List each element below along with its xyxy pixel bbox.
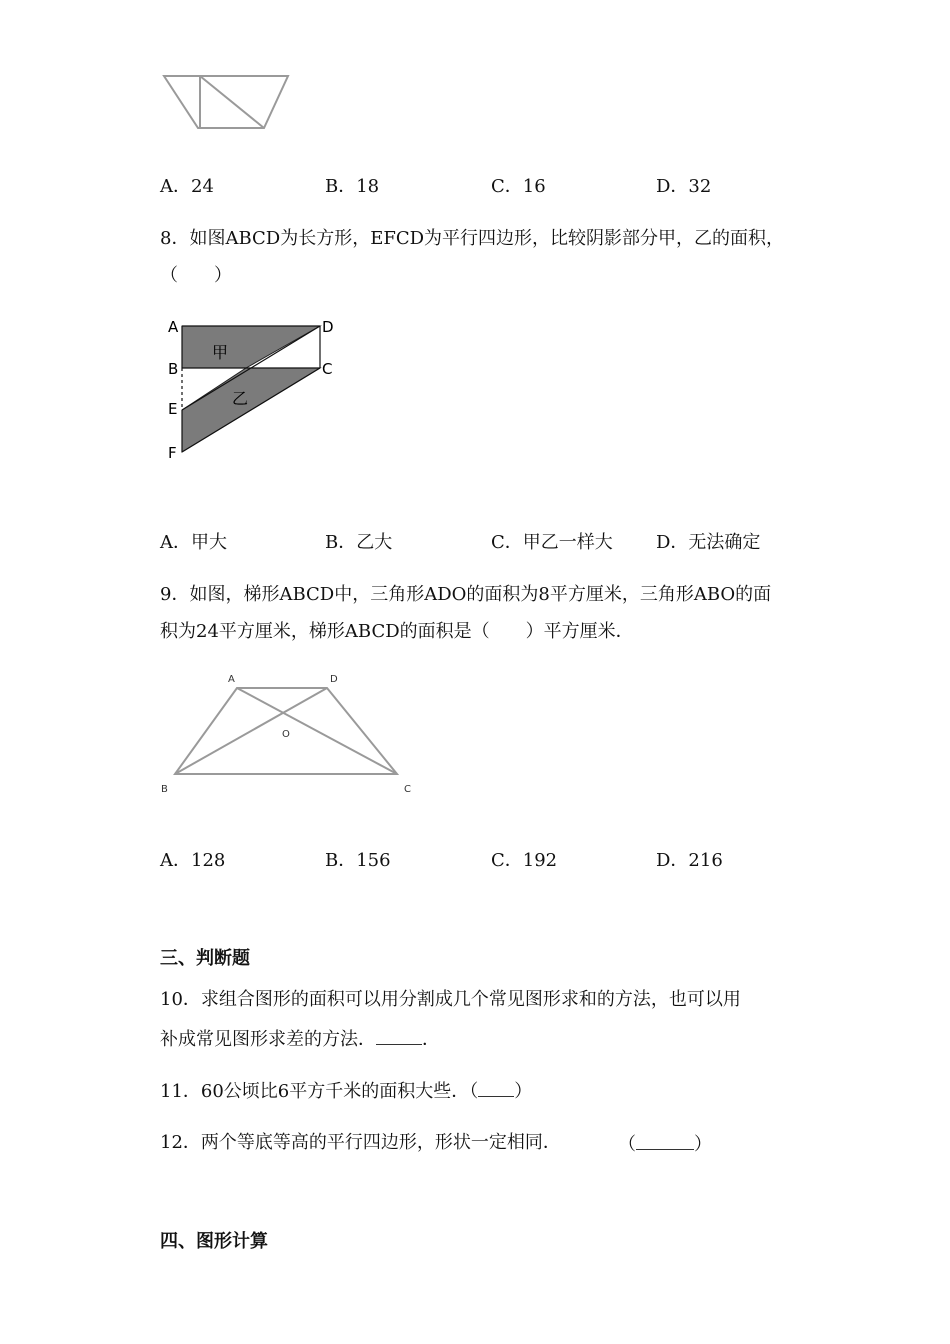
q9-option-b[interactable]: B．156 (325, 850, 391, 871)
q9-trapezoid-figure (155, 668, 425, 800)
q9-option-a[interactable]: A．128 (160, 850, 226, 871)
q9-question-line1: 9．如图，梯形ABCD中，三角形ADO的面积为8平方厘米，三角形ABO的面 (160, 584, 772, 605)
q8-question-line2: （ ） (160, 265, 232, 286)
q10-question-line1: 10．求组合图形的面积可以用分割成几个常见图形求和的方法，也可以用 (160, 989, 741, 1010)
q7-trapezoid-outline (164, 76, 288, 128)
q7-diagonal-line (200, 76, 264, 128)
q12-open-paren: （ (618, 1134, 636, 1155)
q8-rectangle-parallelogram-figure (160, 312, 350, 468)
q12-close-paren: ） (694, 1134, 712, 1155)
q9-label-a: A (228, 674, 235, 685)
q8-shaded-jia (182, 326, 320, 368)
q8-question-line1: 8．如图ABCD为长方形，EFCD为平行四边形，比较阴影部分甲，乙的面积， (160, 228, 785, 249)
q12-answer-paren (618, 1131, 712, 1157)
q11-suffix: ） (514, 1081, 533, 1102)
q9-diagonal-ac (237, 688, 397, 774)
q9-label-o: O (282, 729, 290, 740)
q12-question: 12．两个等底等高的平行四边形，形状一定相同． (160, 1132, 561, 1153)
q11-question (160, 1078, 532, 1104)
q8-label-yi: 乙 (232, 389, 249, 408)
q7-option-c[interactable]: C．16 (491, 176, 546, 197)
q10-answer-blank[interactable] (376, 1026, 422, 1045)
q9-label-c: C (404, 784, 411, 795)
q8-label-f: F (168, 444, 177, 462)
q9-label-d: D (330, 674, 338, 685)
section-4-title: 四、图形计算 (160, 1231, 268, 1252)
q10-question-line2 (160, 1026, 440, 1052)
q9-label-b: B (161, 784, 168, 795)
q7-option-d[interactable]: D．32 (656, 176, 712, 197)
q8-option-a[interactable]: A．甲大 (160, 532, 227, 553)
q8-label-a: A (168, 318, 179, 336)
q8-label-jia: 甲 (212, 343, 229, 362)
q8-option-b[interactable]: B．乙大 (325, 532, 393, 553)
q8-label-c: C (322, 360, 333, 378)
q10-line2-prefix: 补成常见图形求差的方法． (160, 1029, 376, 1050)
q10-line2-suffix: ． (422, 1029, 440, 1050)
q9-option-d[interactable]: D．216 (656, 850, 723, 871)
q12-answer-blank[interactable] (636, 1131, 694, 1150)
q7-option-a[interactable]: A．24 (160, 176, 214, 197)
q8-option-c[interactable]: C．甲乙一样大 (491, 532, 613, 553)
q8-label-d: D (322, 318, 334, 336)
q8-label-b: B (168, 360, 179, 378)
q9-question-line2: 积为24平方厘米，梯形ABCD的面积是（ ）平方厘米． (160, 621, 634, 642)
q7-trapezoid-figure (160, 70, 300, 136)
section-3-title: 三、判断题 (160, 948, 250, 969)
q11-answer-blank[interactable] (478, 1078, 514, 1097)
q8-option-d[interactable]: D．无法确定 (656, 532, 761, 553)
q11-prefix: 11．60公顷比6平方千米的面积大些．（ (160, 1081, 479, 1102)
q8-label-e: E (168, 400, 178, 418)
q7-option-b[interactable]: B．18 (325, 176, 380, 197)
q9-diagonal-bd (175, 688, 327, 774)
q9-option-c[interactable]: C．192 (491, 850, 558, 871)
